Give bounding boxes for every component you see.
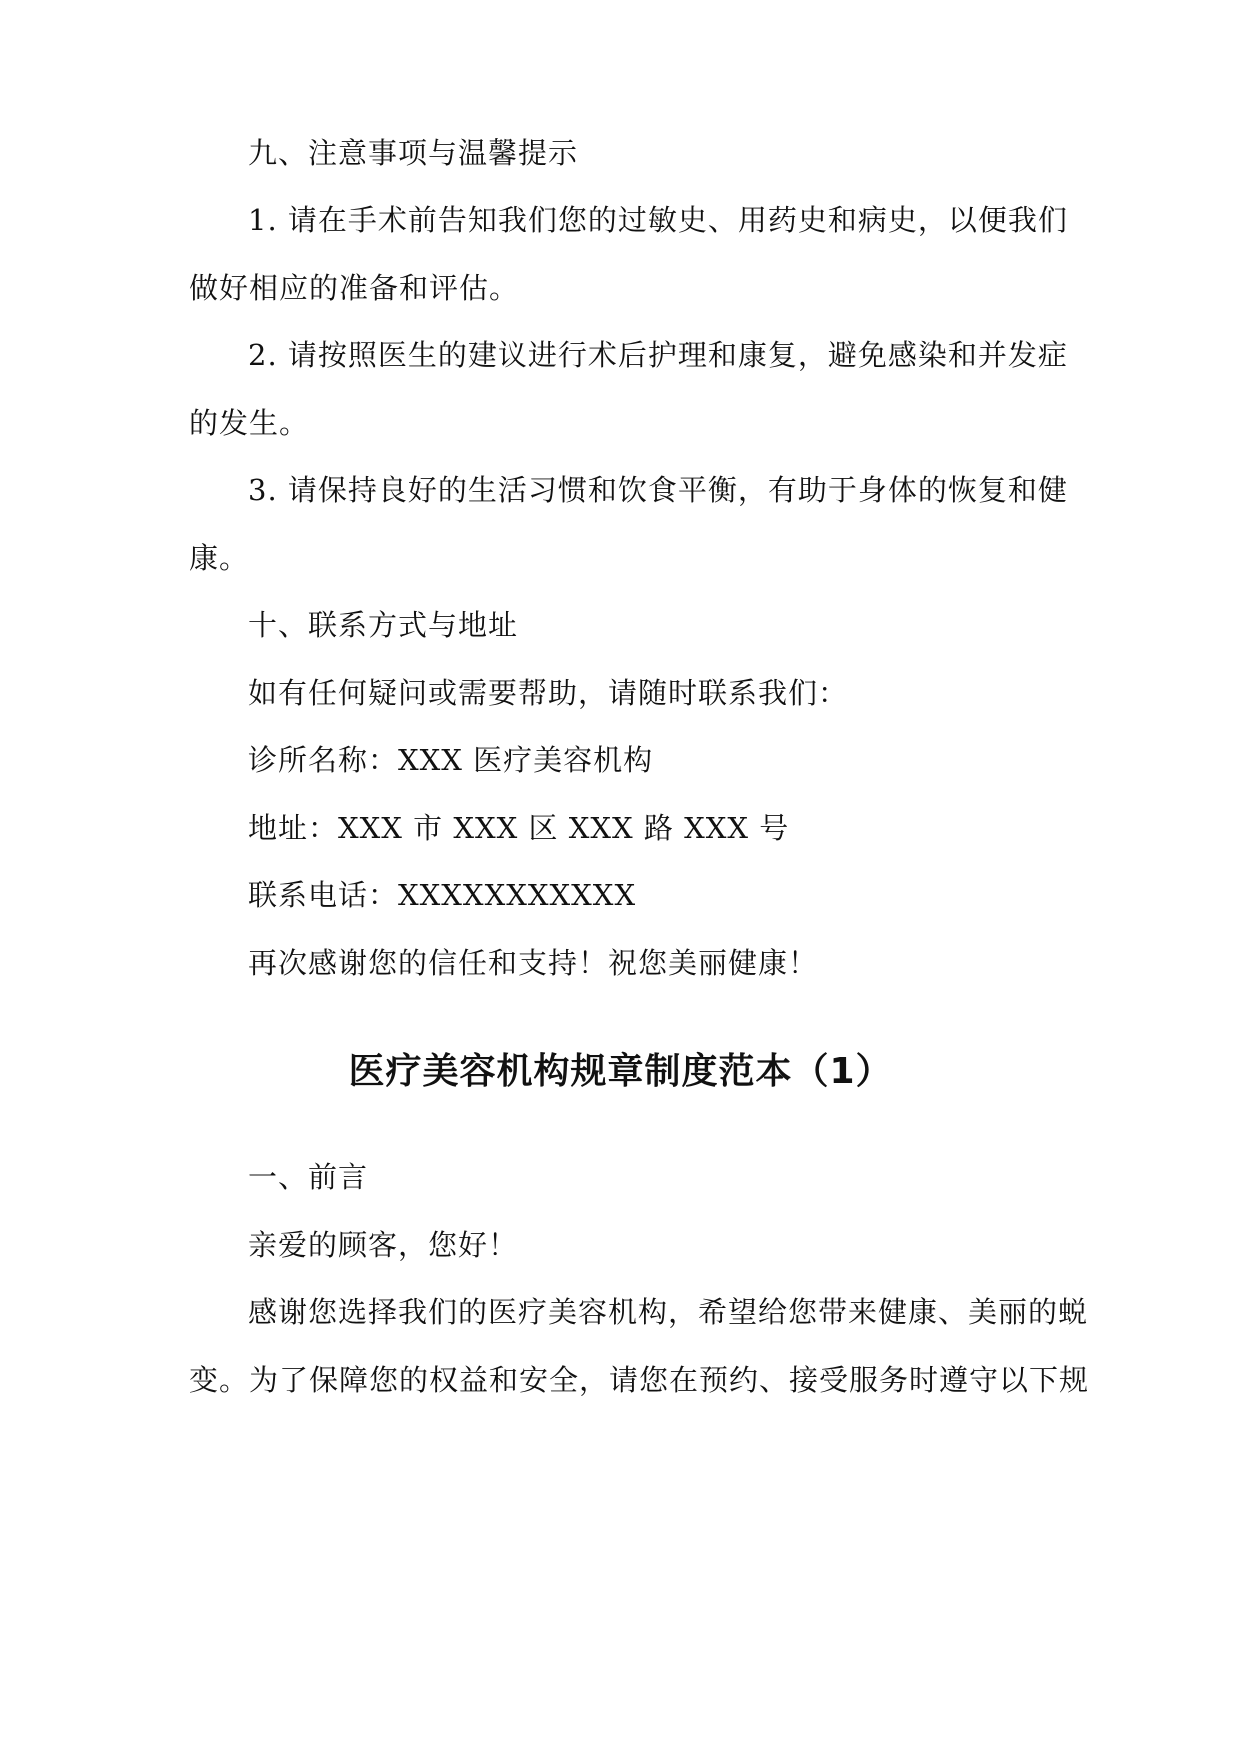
section-1-heading: 一、前言 (248, 1160, 369, 1194)
section-9-item-2-line-2: 的发生。 (189, 406, 310, 440)
contact-intro: 如有任何疑问或需要帮助，请随时联系我们： (248, 676, 849, 710)
section-9-item-2-line-1: 2. 请按照医生的建议进行术后护理和康复，避免感染和并发症 (248, 338, 1068, 372)
section-10-heading: 十、联系方式与地址 (248, 608, 519, 642)
closing-remark: 再次感谢您的信任和支持！祝您美丽健康！ (248, 946, 819, 980)
document-title: 医疗美容机构规章制度范本（1） (348, 1051, 893, 1092)
clinic-phone: 联系电话：XXXXXXXXXXX (248, 878, 637, 912)
section-9-heading: 九、注意事项与温馨提示 (248, 136, 579, 170)
intro-paragraph-line-2: 变。为了保障您的权益和安全，请您在预约、接受服务时遵守以下规 (189, 1363, 1090, 1397)
section-9-item-1-line-1: 1. 请在手术前告知我们您的过敏史、用药史和病史，以便我们 (248, 203, 1068, 237)
section-9-item-3-line-2: 康。 (189, 541, 250, 575)
section-9-item-3-line-1: 3. 请保持良好的生活习惯和饮食平衡，有助于身体的恢复和健 (248, 473, 1068, 507)
section-9-item-1-line-2: 做好相应的准备和评估。 (189, 271, 520, 305)
clinic-address: 地址：XXX 市 XXX 区 XXX 路 XXX 号 (248, 811, 790, 845)
intro-paragraph-line-1: 感谢您选择我们的医疗美容机构，希望给您带来健康、美丽的蜕 (248, 1295, 1089, 1329)
clinic-name: 诊所名称：XXX 医疗美容机构 (248, 743, 654, 777)
greeting: 亲爱的顾客，您好！ (248, 1228, 519, 1262)
